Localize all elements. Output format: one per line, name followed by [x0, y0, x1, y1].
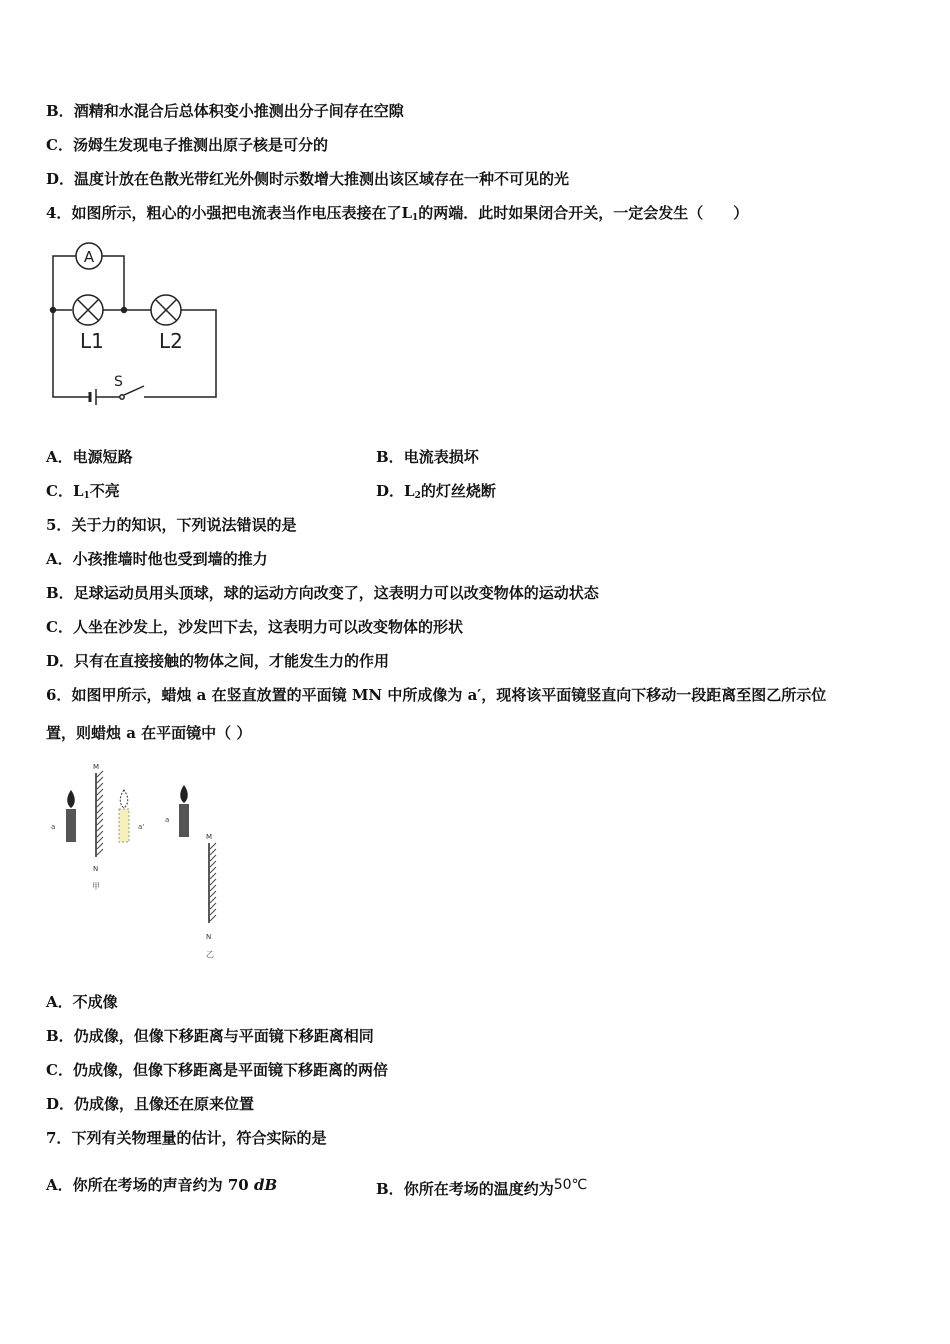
- q6-option-d: D．仍成像，且像还在原来位置: [46, 1095, 255, 1113]
- circuit-wire: [160, 310, 216, 397]
- q6-stem-line2: 置，则蜡烛 a 在平面镜中（ ）: [46, 724, 252, 742]
- q5-option-a: A．小孩推墙时他也受到墙的推力: [46, 550, 268, 568]
- lamp-l1: [73, 295, 103, 325]
- switch-lever: [124, 386, 144, 395]
- q5-option-d: D．只有在直接接触的物体之间，才能发生力的作用: [46, 652, 390, 670]
- image-a-prime-flame: [120, 790, 128, 808]
- q7-option-b: B．你所在考场的温度约为50℃: [376, 1177, 588, 1198]
- q7-stem: 7．下列有关物理量的估计，符合实际的是: [46, 1129, 327, 1147]
- q4-option-b: B．电流表损坏: [376, 448, 479, 466]
- mirror-yi-m-label: M: [206, 833, 213, 841]
- q6-stem-line1: 6．如图甲所示，蜡烛 a 在竖直放置的平面镜 MN 中所成像为 a′，现将该平面镜竖直向下移动一段距离至图乙所示位: [46, 686, 827, 704]
- figure-yi-label: 乙: [206, 950, 214, 959]
- lamp-l2: [151, 295, 181, 325]
- junction-dot: [122, 308, 127, 313]
- q4-option-c: C．$L_1$不亮: [46, 482, 120, 501]
- mirror-n-label: N: [93, 865, 99, 873]
- circuit-diagram: [44, 236, 234, 416]
- q3-option-d: D．温度计放在色散光带红光外侧时示数增大推测出该区域存在一种不可见的光: [46, 170, 570, 188]
- mirror-yi-hatching: [210, 843, 216, 921]
- q7-option-a: A．你所在考场的声音约为 70 dB: [46, 1176, 278, 1194]
- candle-a-yi-flame: [180, 785, 188, 803]
- image-a-prime-label: a': [138, 823, 145, 831]
- candle-a-yi: [179, 804, 189, 837]
- q5-stem: 5．关于力的知识，下列说法错误的是: [46, 516, 297, 534]
- q4-option-d: D．$L_2$的灯丝烧断: [376, 482, 496, 501]
- q4-option-a: A．电源短路: [46, 448, 133, 466]
- circuit-wire: [102, 256, 124, 310]
- candle-a: [66, 809, 76, 842]
- mirror-m-label: M: [93, 763, 100, 771]
- image-a-prime: [119, 809, 129, 842]
- q4-stem: 4．如图所示，粗心的小强把电流表当作电压表接在了$L_1$的两端．此时如果闭合开关，一定会发生（ ）: [46, 204, 749, 223]
- circuit-wire: [53, 310, 90, 397]
- candle-a-flame: [67, 790, 75, 808]
- candle-a-yi-label: a: [165, 816, 170, 824]
- q3-option-c: C．汤姆生发现电子推测出原子核是可分的: [46, 136, 328, 154]
- q3-option-b: B．酒精和水混合后总体积变小推测出分子间存在空隙: [46, 102, 404, 120]
- mirror-figure: [44, 757, 234, 967]
- mirror-yi-n-label: N: [206, 933, 212, 941]
- q6-option-a: A．不成像: [46, 993, 118, 1011]
- ammeter-label: A: [83, 248, 95, 266]
- q5-option-c: C．人坐在沙发上，沙发凹下去，这表明力可以改变物体的形状: [46, 618, 463, 636]
- temperature-value: 50℃: [553, 1177, 588, 1193]
- candle-a-label: a: [51, 823, 56, 831]
- lamp-l2-label: L2: [159, 329, 183, 353]
- switch-contact: [120, 395, 124, 399]
- switch-label: S: [114, 374, 123, 390]
- mirror-jia-hatching: [97, 771, 103, 855]
- q6-option-b: B．仍成像，但像下移距离与平面镜下移距离相同: [46, 1027, 374, 1045]
- circuit-wire: [53, 256, 76, 310]
- q6-option-c: C．仍成像，但像下移距离是平面镜下移距离的两倍: [46, 1061, 388, 1079]
- lamp-l1-label: L1: [80, 329, 104, 353]
- q5-option-b: B．足球运动员用头顶球，球的运动方向改变了，这表明力可以改变物体的运动状态: [46, 584, 599, 602]
- figure-jia-label: 甲: [92, 882, 100, 891]
